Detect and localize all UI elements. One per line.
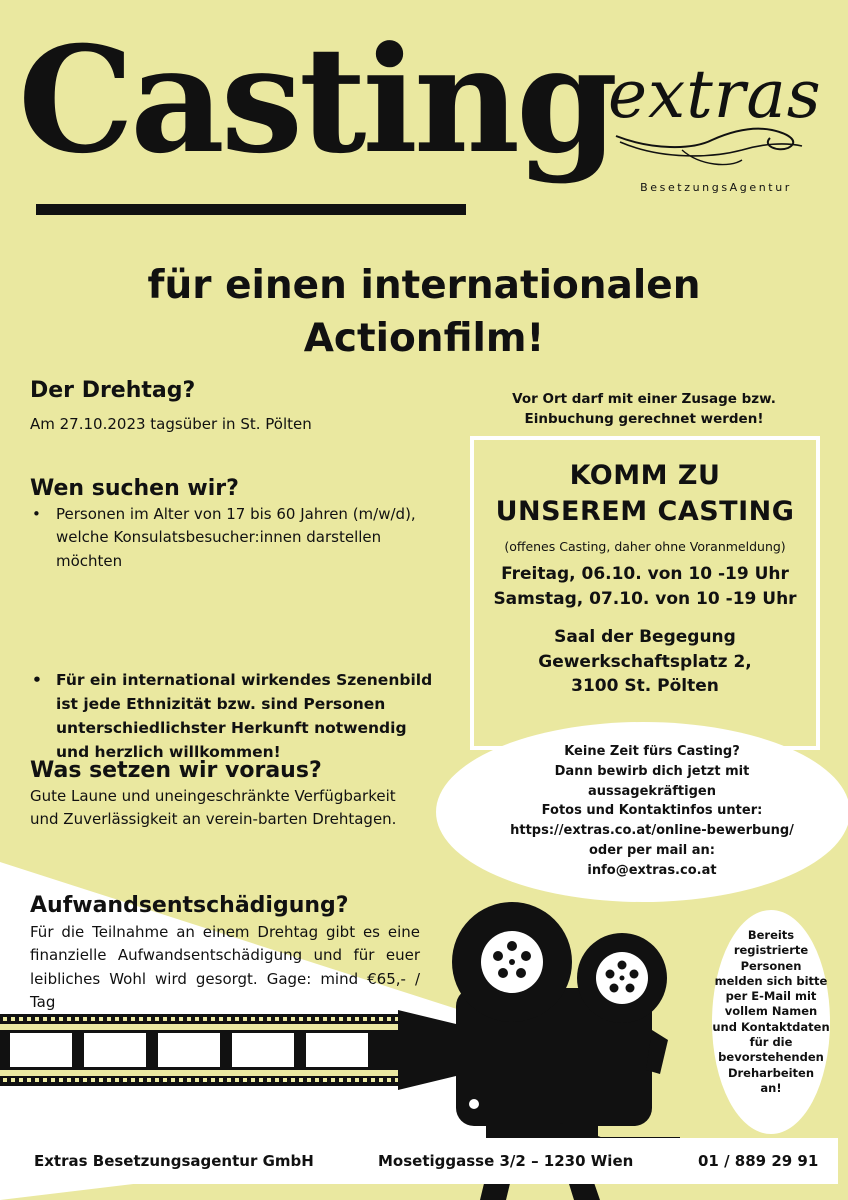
headline-line-2: Actionfilm! — [303, 315, 545, 361]
film-perforation — [155, 1078, 159, 1082]
film-perforation — [11, 1078, 15, 1082]
footer-address: Mosetiggasse 3/2 – 1230 Wien — [378, 1152, 634, 1170]
film-perforation — [123, 1017, 127, 1021]
registered-line-6: vollem Namen — [724, 1004, 818, 1019]
film-perforation — [139, 1017, 143, 1021]
film-perforation — [235, 1017, 239, 1021]
film-perforation — [19, 1017, 23, 1021]
film-perforation — [51, 1078, 55, 1082]
film-perforation — [179, 1078, 183, 1082]
film-perforation — [323, 1017, 327, 1021]
headline-line-1: für einen internationalen — [147, 263, 701, 308]
film-perforation — [219, 1017, 223, 1021]
title-underline — [36, 204, 466, 215]
logo-flourish — [612, 116, 808, 172]
film-perforation — [35, 1078, 39, 1082]
film-perforation — [131, 1078, 135, 1082]
film-perforation — [283, 1078, 287, 1082]
film-perforation — [243, 1078, 247, 1082]
film-perforation — [107, 1017, 111, 1021]
onsite-notice — [470, 390, 818, 429]
film-perforation — [307, 1078, 311, 1082]
film-perforation — [211, 1078, 215, 1082]
drehtag-heading: Der Drehtag? — [30, 378, 196, 403]
film-perforation — [267, 1078, 271, 1082]
film-perforation — [59, 1017, 63, 1021]
box-title-line-1: KOMM ZU — [569, 460, 721, 491]
film-perforation — [139, 1078, 143, 1082]
box-venue — [474, 625, 816, 699]
film-perforation — [379, 1078, 383, 1082]
film-perforation — [179, 1017, 183, 1021]
film-perforation — [75, 1017, 79, 1021]
film-perforation — [155, 1017, 159, 1021]
box-venue-line-2: Gewerkschaftsplatz 2, — [538, 651, 752, 672]
film-perforation — [347, 1017, 351, 1021]
film-perforation — [387, 1078, 391, 1082]
film-perforation — [283, 1017, 287, 1021]
film-perforation — [235, 1078, 239, 1082]
aufwand-text: Für die Teilnahme an einem Drehtag gibt es eine finanzielle Aufwandsentschädigung und für euer leibliches Wohl wird gesorgt. Gage: mind €65,- / Tag — [30, 923, 420, 1011]
film-perforation — [363, 1017, 367, 1021]
film-perforation — [115, 1078, 119, 1082]
film-perforation — [267, 1017, 271, 1021]
film-perforation — [75, 1078, 79, 1082]
film-perforation — [43, 1017, 47, 1021]
film-perforation — [131, 1017, 135, 1021]
wen-bullet-2: • Für ein international wirkendes Szenenbild ist jede Ethnizität bzw. sind Personen unterschiedlichster Herkunft notwendig und herzlich willkommen! — [30, 668, 436, 764]
film-perforation — [83, 1017, 87, 1021]
wen-heading: Wen suchen wir? — [30, 476, 239, 501]
film-perforation — [115, 1017, 119, 1021]
film-perforation — [331, 1078, 335, 1082]
film-perforation — [339, 1017, 343, 1021]
footer-company: Extras Besetzungsagentur GmbH — [34, 1152, 314, 1170]
film-perforation — [107, 1078, 111, 1082]
film-perforation — [195, 1078, 199, 1082]
registered-line-2: registrierte — [733, 943, 809, 958]
apply-line-2: Dann bewirb dich jetzt mit — [554, 763, 750, 779]
film-perforation — [11, 1017, 15, 1021]
film-perforation — [91, 1078, 95, 1082]
film-perforation — [147, 1078, 151, 1082]
film-perforation — [83, 1078, 87, 1082]
aufwand-heading: Aufwandsentschädigung? — [30, 893, 349, 918]
registered-line-10: Dreharbeiten — [727, 1065, 815, 1080]
film-perforation — [347, 1078, 351, 1082]
onsite-line-1: Vor Ort darf mit einer Zusage bzw. — [512, 391, 776, 407]
registered-line-11: an! — [760, 1080, 782, 1095]
voraus-heading: Was setzen wir voraus? — [30, 758, 322, 783]
film-strip-icon — [0, 1014, 400, 1086]
film-perforation — [171, 1078, 175, 1082]
headline — [0, 260, 848, 365]
film-perforation — [219, 1078, 223, 1082]
box-title — [474, 458, 816, 531]
apply-url-link[interactable]: https://extras.co.at/online-bewerbung/ — [510, 823, 794, 838]
apply-line-3: aussagekräftigen — [588, 783, 716, 799]
film-perforation — [291, 1017, 295, 1021]
film-perforation — [275, 1017, 279, 1021]
film-perforation — [195, 1017, 199, 1021]
film-perforation — [19, 1078, 23, 1082]
registered-line-1: Bereits — [747, 928, 795, 942]
film-perforation — [315, 1017, 319, 1021]
registered-line-8: für die — [749, 1034, 793, 1049]
film-perforation — [67, 1017, 71, 1021]
voraus-text: Gute Laune und uneingeschränkte Verfügbarkeit und Zuverlässigkeit an verein-barten Drehtagen. — [30, 787, 397, 829]
film-perforation — [339, 1078, 343, 1082]
apply-line-4: Fotos und Kontaktinfos unter: — [541, 803, 763, 819]
registered-notice-text — [712, 928, 830, 1096]
film-perforation — [27, 1017, 31, 1021]
film-perforation — [27, 1078, 31, 1082]
film-perforation — [299, 1078, 303, 1082]
film-perforation — [43, 1078, 47, 1082]
film-perforation — [3, 1017, 7, 1021]
wen-bullet-1: • Personen im Alter von 17 bis 60 Jahren (m/w/d), welche Konsulatsbesucher:innen darstellen möchten — [30, 503, 446, 573]
film-perforation — [371, 1017, 375, 1021]
film-perforation — [123, 1078, 127, 1082]
box-date-2: Samstag, 07.10. von 10 -19 Uhr — [493, 588, 797, 609]
box-note: (offenes Casting, daher ohne Voranmeldung) — [504, 538, 786, 554]
film-perforation — [3, 1078, 7, 1082]
film-perforation — [259, 1078, 263, 1082]
apply-line-6: oder per mail an: — [588, 842, 716, 858]
footer — [0, 1138, 848, 1200]
film-perforation — [275, 1078, 279, 1082]
film-perforation — [163, 1078, 167, 1082]
registered-line-9: bevorstehenden — [718, 1050, 824, 1065]
film-perforation — [379, 1017, 383, 1021]
film-perforation — [67, 1078, 71, 1082]
onsite-line-2: Einbuchung gerechnet werden! — [524, 410, 764, 427]
film-perforation — [35, 1017, 39, 1021]
film-perforation — [171, 1017, 175, 1021]
film-perforation — [355, 1017, 359, 1021]
footer-phone[interactable]: 01 / 889 29 91 — [698, 1152, 819, 1170]
film-perforation — [307, 1017, 311, 1021]
film-perforation — [291, 1078, 295, 1082]
page-title: Casting — [18, 15, 615, 186]
casting-info-box — [470, 436, 820, 750]
film-perforation — [227, 1017, 231, 1021]
footer-bar — [12, 1138, 838, 1184]
film-perforation — [251, 1078, 255, 1082]
film-perforation — [387, 1017, 391, 1021]
film-perforation — [243, 1017, 247, 1021]
film-perforation — [323, 1078, 327, 1082]
film-perforation — [59, 1078, 63, 1082]
film-perforation — [91, 1017, 95, 1021]
film-perforation — [187, 1017, 191, 1021]
film-perforation — [51, 1017, 55, 1021]
film-perforation — [211, 1017, 215, 1021]
box-date-1: Freitag, 06.10. von 10 -19 Uhr — [501, 563, 789, 584]
film-perforation — [363, 1078, 367, 1082]
brand-logo: extras — [608, 56, 822, 133]
film-perforation — [147, 1017, 151, 1021]
registered-line-4: melden sich bitte — [714, 973, 828, 988]
film-perforation — [251, 1017, 255, 1021]
film-perforation — [227, 1078, 231, 1082]
film-perforation — [371, 1078, 375, 1082]
box-venue-line-1: Saal der Begegung — [554, 627, 736, 648]
film-perforation — [203, 1017, 207, 1021]
film-perforation — [99, 1078, 103, 1082]
registered-line-5: per E-Mail mit — [725, 989, 817, 1004]
film-perforation — [99, 1017, 103, 1021]
drehtag-text: Am 27.10.2023 tagsüber in St. Pölten — [30, 415, 312, 433]
registered-line-7: und Kontaktdaten — [712, 1019, 830, 1034]
film-perforation — [163, 1017, 167, 1021]
apply-email-link[interactable]: info@extras.co.at — [587, 862, 717, 878]
box-title-line-2: UNSEREM CASTING — [495, 496, 795, 528]
apply-line-1: Keine Zeit fürs Casting? — [564, 744, 740, 759]
film-perforation — [187, 1078, 191, 1082]
box-dates — [474, 562, 816, 611]
film-perforation — [355, 1078, 359, 1082]
box-venue-line-3: 3100 St. Pölten — [571, 676, 719, 697]
film-perforation — [315, 1078, 319, 1082]
film-perforation — [299, 1017, 303, 1021]
brand-subtitle: BesetzungsAgentur — [640, 181, 792, 194]
film-perforation — [203, 1078, 207, 1082]
film-perforation — [331, 1017, 335, 1021]
registered-line-3: Personen — [740, 958, 802, 973]
apply-online-text — [470, 742, 834, 880]
film-perforation — [259, 1017, 263, 1021]
